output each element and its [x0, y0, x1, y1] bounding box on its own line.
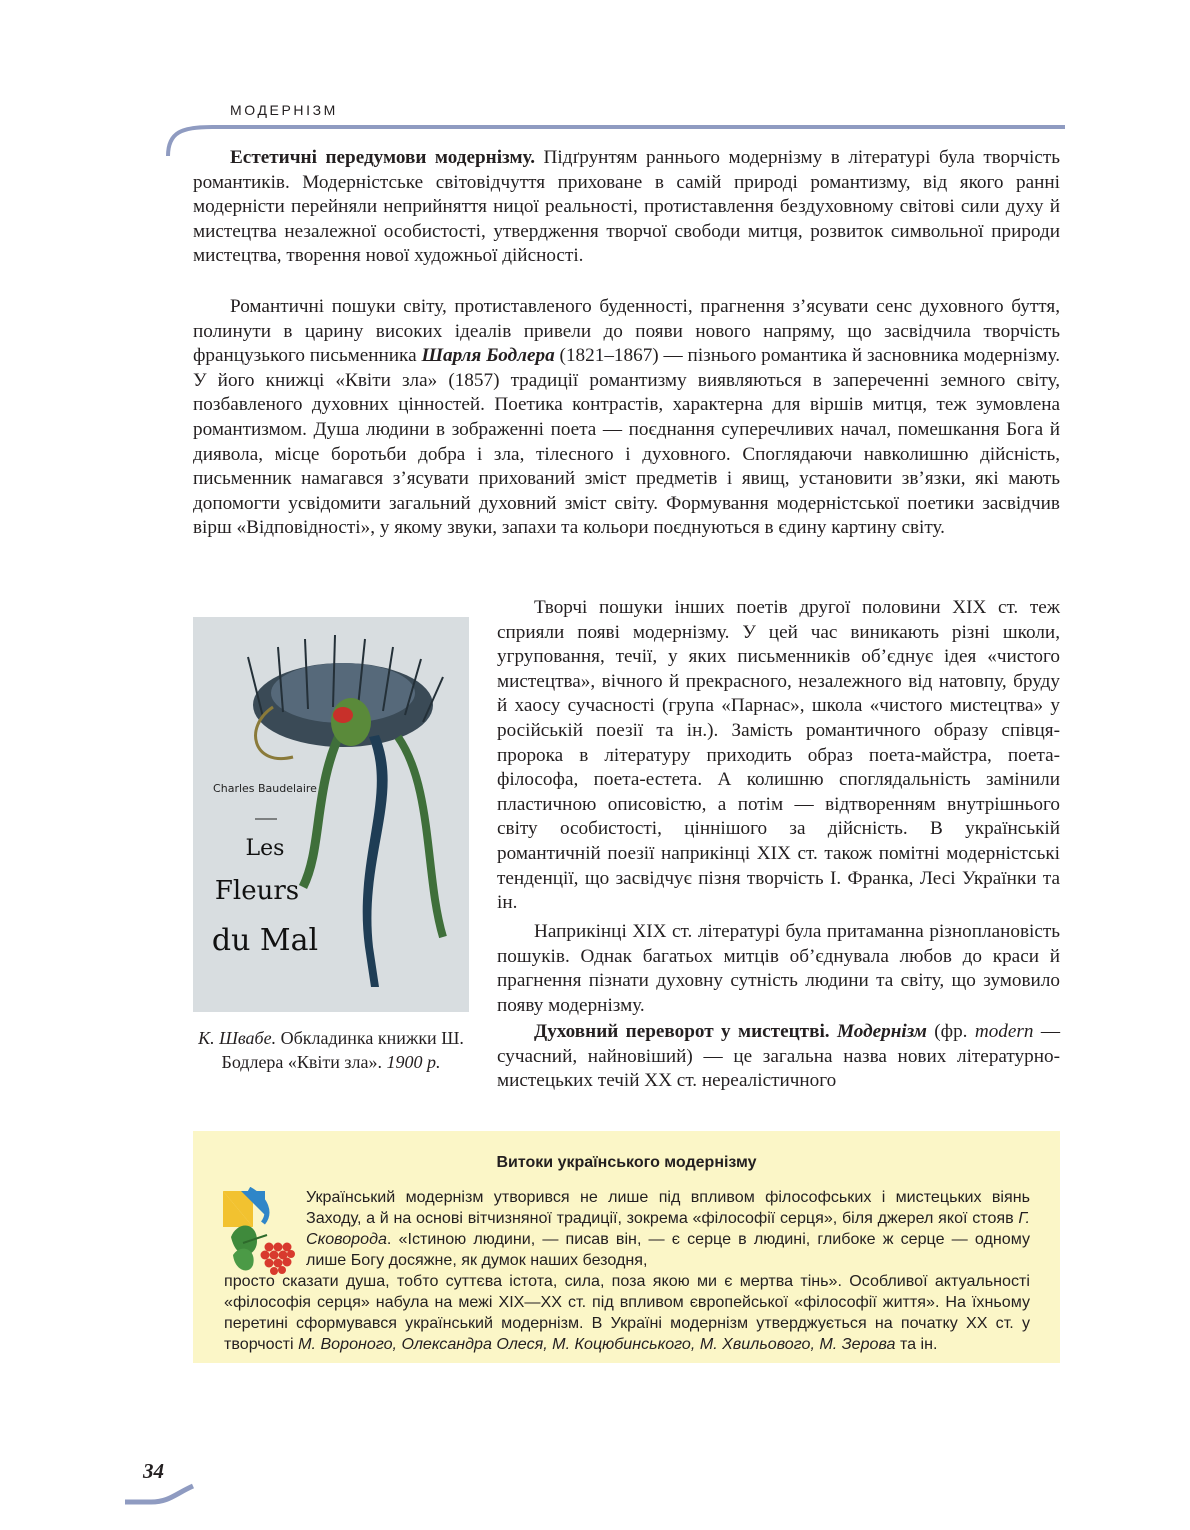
cover-title-line-3: du Mal [211, 923, 319, 958]
info-names: М. Вороного, Олександра Олеся, М. Коцюбинського, М. Хвильового, М. Зерова [298, 1335, 896, 1353]
info-box-paragraph-2 [224, 1271, 1030, 1355]
term-modernism: Модернізм [836, 1021, 927, 1042]
info-text: Український модернізм утворився не лише під впливом філософських і мистецьких віянь Заходу, а й на основі вітчизняної традиції, зокрема «філософії серця», біля джерел якої стояв [306, 1188, 1030, 1227]
paragraph-text: Романтичні пошуки світу, протиставленого буденності, прагнення з’ясувати сенс духовного буття, полинути в царину високих ідеалів привели до появи нового напряму, що засвідчила творчість французького письменника [193, 296, 1060, 367]
paragraph-spiritual-revolution [497, 1020, 1060, 1094]
foreign-word: modern [974, 1021, 1034, 1042]
info-text: . «Істиною людини, — писав він, — є серце в людині, глибоке ж серце — одному лише Богу досяжне, як думок наших безодня, [306, 1230, 1030, 1269]
info-text: та ін. [895, 1335, 938, 1353]
book-cover-illustration [193, 617, 469, 1012]
cover-author: Charles Baudelaire [213, 782, 317, 795]
section-heading: Духовний переворот у мистецтві. [534, 1021, 830, 1042]
info-box-paragraph-1 [306, 1187, 1030, 1271]
section-heading: Естетичні передумови модернізму. [230, 147, 536, 168]
caption-year: 1900 р. [386, 1051, 441, 1072]
info-name: Г. Сковорода [306, 1209, 1030, 1248]
figure-caption [193, 1027, 469, 1074]
running-head: МОДЕРНІЗМ [230, 102, 338, 118]
paragraph-baudelaire [193, 295, 1060, 541]
paragraph-other-poets: Творчі пошуки інших поетів другої половини XIX ст. теж сприяли появі модернізму. У цей час виникають різні школи, угруповання, течії, у яких письменників об’єднує ідея «чистого мистецтва», вічного й прекрасного, незалежного від натовпу, бруду й хаосу сучасності (група «Парнас», школа «чистого мистецтва» у російській поезії та ін.). Замість романтичного образу співця-пророка в літературу приходить образ поета-майстра, поета-філософа, поета-естета. А колишню споглядальність замінили пластичною описовістю, а потім — відтворенням внутрішнього світу особистості, ціннішого за дійсність. В українській романтичній поезії наприкінці XIX ст. також помітні модерністські тенденції, що засвідчує пізня творчість І. Франка, Лесі Українки та ін. [497, 597, 1060, 914]
info-text: просто сказати душа, тобто суттєва істота, сила, поза якою ми є мертва тінь». Особливої актуальності «філософія серця» набула на межі XIX—XX ст. під впливом європейської «філософії життя». На їхньому перетині сформувався український модернізм. В Україні модернізм утверджується на початку XX ст. у творчості [224, 1272, 1030, 1353]
cover-title-line-1: Les [245, 836, 285, 861]
info-box-ukrainian-modernism [193, 1131, 1060, 1363]
paragraph-end-of-century: Наприкінці XIX ст. літературі була притаманна різноплановість пошуків. Однак багатьох митців об’єднувала любов до краси й прагнення пізнати духовну сутність людини та світу, що зумовило появу модернізму. [497, 921, 1060, 1016]
paragraph-text: (1821–1867) — пізнього романтика й засновника модернізму. У його книжці «Квіти зла» (1857) традиції романтизму виявляються в запереченні земного світу, позбавленого духовних цінностей. Поетика контрастів, характерна для віршів митця, теж зумовлена романтизмом. Душа людини в зображенні поета — поєднання суперечливих начал, помешкання Бога й диявола, місце боротьби добра і зла, тілесного і духовного. Споглядаючи навколишню дійсність, письменник намагався з’ясувати прихований зміст предметів і явищ, установити зв’язки, які мають допомогти усвідомити загальний духовний зміст світу. Формування модерністської поетики засвідчив вірш «Відповідності», у якому звуки, запахи та кольори поєднуються в єдину картину світу. [193, 345, 1060, 539]
paragraph-text: Підґрунтям раннього модернізму в літературі була творчість романтиків. Модерністське світовідчуття приховане в самій природі романтизму, від якого ранні модерністи перейняли неприйняття ницої реальності, протиставлення бездуховному світові сили духу й мистецтва незалежної особистості, утвердження творчої свободи митця, розвиток символьної природи мистецтва, творення нової художньої дійсності. [193, 147, 1060, 267]
page-corner-curve [125, 1478, 195, 1508]
viburnum-ornament-icon [223, 1187, 295, 1277]
caption-artist: К. Швабе. [198, 1028, 277, 1048]
cover-title-line-2: Fleurs [214, 876, 300, 906]
paragraph-text: — сучасний, найновіший) — це загальна назва нових літературно-мистецьких течій XX ст. нереалістичного [497, 1021, 1061, 1092]
cover-art [193, 617, 469, 1012]
author-name: Шарля Бодлера [421, 345, 555, 367]
info-box-title: Витоки українського модернізму [496, 1154, 757, 1171]
page-number: 34 [143, 1459, 164, 1483]
caption-text: Обкладинка книжки Ш. Бодлера «Квіти зла». [221, 1028, 464, 1072]
paragraph-text: (фр. [926, 1021, 975, 1042]
paragraph-aesthetic-prerequisites [193, 146, 1060, 269]
